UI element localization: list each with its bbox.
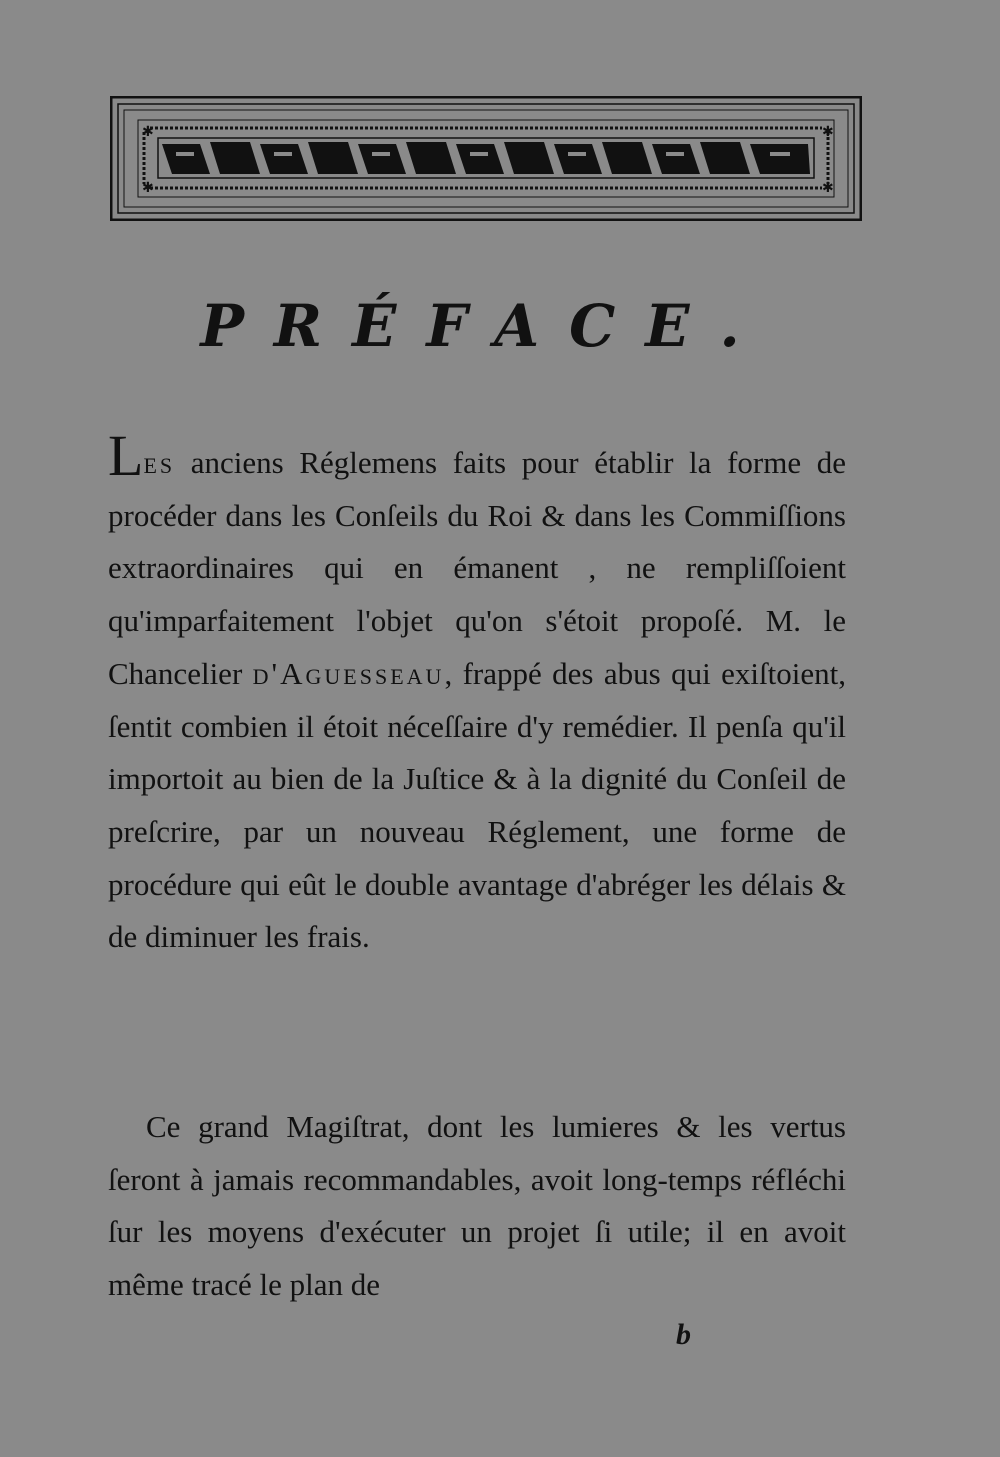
chancellor-name: d'Aguesseau [252, 655, 445, 691]
ornamental-headpiece [110, 96, 862, 221]
svg-text:✱: ✱ [142, 124, 154, 140]
lead-small-caps: es [143, 445, 176, 480]
paragraph-1-text-b: , frappé des abus qui exiſtoient, ſentit combien il étoit néceſſaire d'y remédier. Il penſa qu'il importoit au bien de la Juſtice & à la dignité du Conſeil de preſcrire, par un nouveau Réglement, une forme de procédure qui eût le double avantage d'abréger les délais & de diminuer les frais. [108, 655, 846, 955]
svg-text:✱: ✱ [822, 124, 834, 140]
drop-capital: L [108, 423, 144, 488]
paragraph-2: Ce grand Magiſtrat, dont les lumieres & les vertus ſeront à jamais recommandables, avoit long-temps réfléchi ſur les moyens d'exécuter un projet ſi utile; il en avoit même tracé le plan de [108, 1109, 846, 1303]
svg-text:✱: ✱ [142, 180, 154, 196]
paragraph-1-text-a: anciens Réglemens faits pour établir la forme de procéder dans les Conſeils du Roi & dans les Commiſſions extraordinaires qui en émanent , ne rempliſſoient qu'imparfaitement l'objet qu'on s'étoit propoſé. M. le Chancelier [108, 445, 846, 691]
paragraph-1 [108, 423, 846, 964]
signature-mark: b [676, 1318, 691, 1351]
page-title: PRÉFACE. [200, 292, 770, 360]
svg-text:✱: ✱ [822, 180, 834, 196]
